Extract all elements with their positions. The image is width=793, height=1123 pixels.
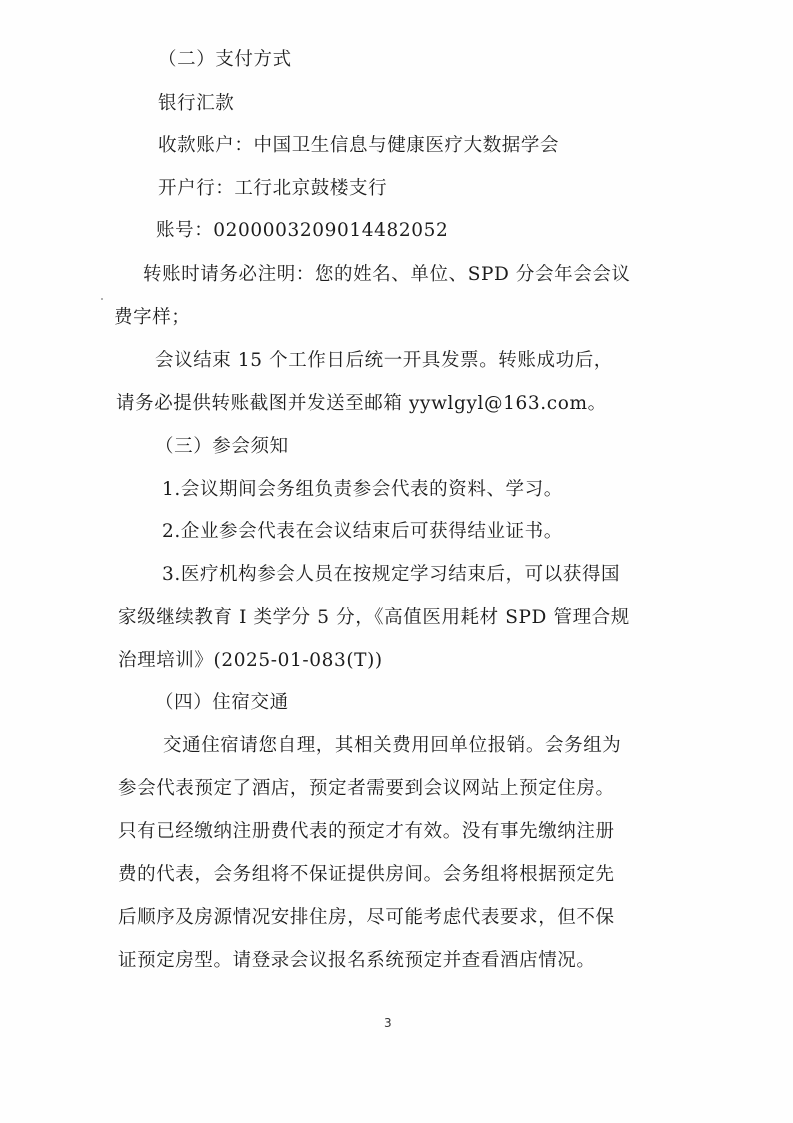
notice-item-3-line3: 治理培训》(2025-01-083(T)) — [118, 650, 383, 671]
notice-item-2: 2.企业参会代表在会议结束后可获得结业证书。 — [162, 521, 563, 542]
page-number: 3 — [384, 1016, 392, 1030]
transfer-note-line2: 费字样； — [114, 307, 191, 328]
notice-item-1: 1.会议期间会务组负责参会代表的资料、学习。 — [162, 479, 563, 500]
invoice-line2: 请务必提供转账截图并发送至邮箱 yywlgyl@163.com。 — [116, 393, 607, 414]
bank-branch: 开户行：工行北京鼓楼支行 — [158, 178, 388, 199]
notice-item-3-line1: 3.医疗机构参会人员在按规定学习结束后，可以获得国 — [162, 564, 621, 585]
notice-heading: （三）参会须知 — [155, 436, 289, 457]
lodging-line4: 费的代表，会务组将不保证提供房间。会务组将根据预定先 — [118, 864, 615, 885]
account-number: 账号：0200003209014482052 — [156, 220, 449, 241]
lodging-line2: 参会代表预定了酒店，预定者需要到会议网站上预定住房。 — [118, 778, 615, 799]
notice-item-3-line2: 家级继续教育 I 类学分 5 分，《高值医用耗材 SPD 管理合规 — [118, 607, 630, 628]
lodging-line1: 交通住宿请您自理，其相关费用回单位报销。会务组为 — [163, 735, 622, 756]
lodging-heading: （四）住宿交通 — [155, 692, 289, 713]
lodging-line6: 证预定房型。请登录会议报名系统预定并查看酒店情况。 — [118, 950, 596, 971]
payment-heading: （二）支付方式 — [158, 49, 292, 70]
scan-speck — [101, 298, 103, 300]
lodging-line5: 后顺序及房源情况安排住房，尽可能考虑代表要求，但不保 — [118, 907, 615, 928]
transfer-note-line1: 转账时请务必注明：您的姓名、单位、SPD 分会年会会议 — [143, 264, 631, 285]
lodging-line3: 只有已经缴纳注册费代表的预定才有效。没有事先缴纳注册 — [118, 821, 615, 842]
invoice-line1: 会议结束 15 个工作日后统一开具发票。转账成功后， — [155, 350, 613, 371]
payee-account: 收款账户：中国卫生信息与健康医疗大数据学会 — [158, 135, 560, 156]
payment-method: 银行汇款 — [158, 93, 235, 114]
